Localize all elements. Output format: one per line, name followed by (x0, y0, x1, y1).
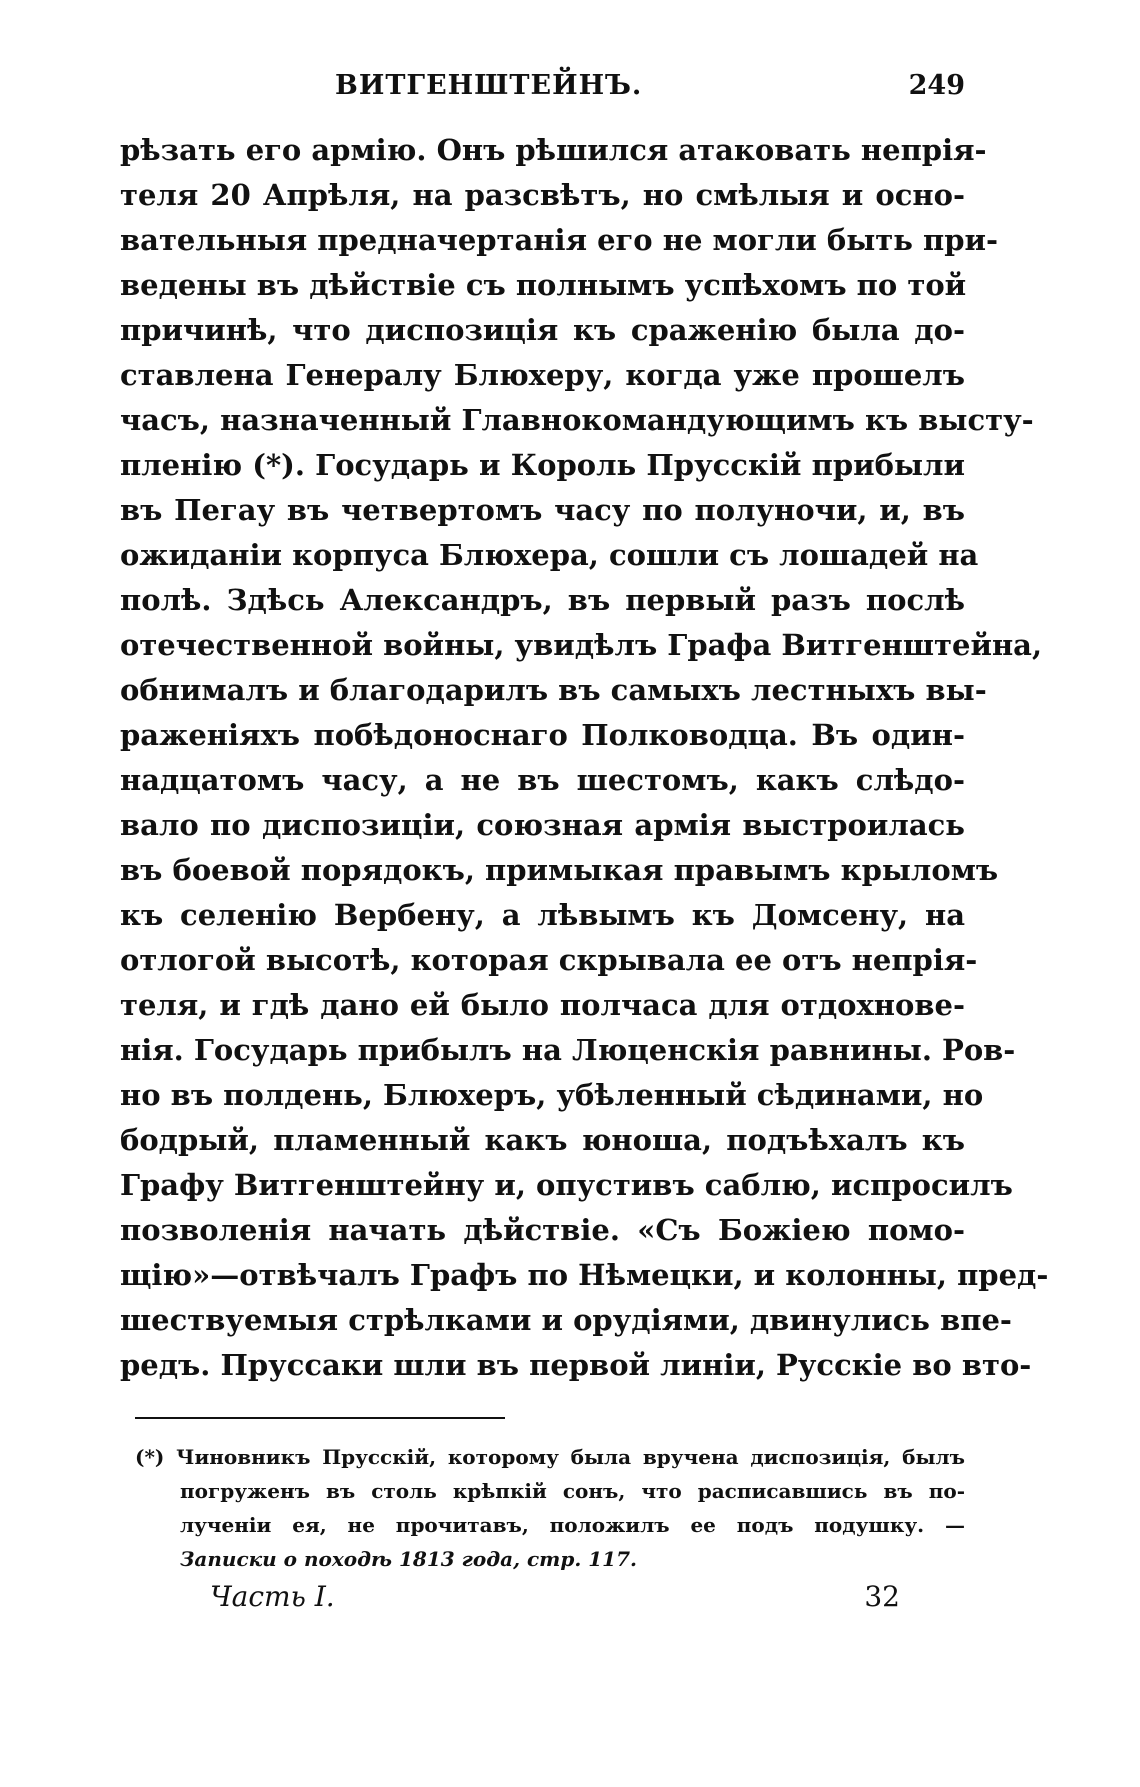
text-line: отечественной войны, увидѣлъ Графа Витгенштейна, (120, 628, 1043, 662)
text-line: но въ полдень, Блюхеръ, убѣленный сѣдинами, но (120, 1078, 984, 1112)
text-line: часъ, назначенный Главнокомандующимъ къ высту- (120, 403, 1034, 437)
text-line: въ Пегау въ четвертомъ часу по полуночи, и, въ (120, 493, 965, 527)
text-line: ожиданіи корпуса Блюхера, сошли съ лошадей на (120, 538, 979, 572)
text-line: ставлена Генералу Блюхеру, когда уже прошелъ (120, 358, 965, 392)
sheet-number: 32 (864, 1580, 900, 1613)
text-line: бодрый, пламенный какъ юноша, подъѣхалъ къ (120, 1123, 965, 1157)
text-line: вало по диспозиціи, союзная армія выстроилась (120, 808, 965, 842)
page-number: 249 (908, 70, 965, 101)
text-line: рѣзать его армію. Онъ рѣшился атаковать непрія- (120, 133, 987, 167)
text-line: ведены въ дѣйствіе съ полнымъ успѣхомъ по той (120, 268, 967, 302)
text-line: пленію (*). Государь и Король Прусскій прибыли (120, 448, 965, 482)
text-line: обнималъ и благодарилъ въ самыхъ лестныхъ вы- (120, 673, 987, 707)
footnote-line: лученіи ея, не прочитавъ, положилъ ее подъ подушку. — (180, 1513, 965, 1537)
text-line: теля, и гдѣ дано ей было полчаса для отдохнове- (120, 988, 965, 1022)
footnote (135, 1440, 965, 1576)
footnote-line: (*) Чиновникъ Прусскій, которому была вручена диспозиція, былъ (135, 1445, 965, 1469)
footnote-divider (135, 1417, 505, 1419)
text-line: отлогой высотѣ, которая скрывала ее отъ непрія- (120, 943, 978, 977)
text-line: редъ. Пруссаки шли въ первой линіи, Русскіе во вто- (120, 1348, 1032, 1382)
text-line: причинѣ, что диспозиція къ сраженію была до- (120, 313, 965, 347)
text-line: вательныя предначертанія его не могли быть при- (120, 223, 999, 257)
body-text (120, 128, 1049, 1388)
text-line: теля 20 Апрѣля, на разсвѣтъ, но смѣлыя и осно- (120, 178, 965, 212)
text-line: полѣ. Здѣсь Александръ, въ первый разъ послѣ (120, 583, 965, 617)
text-line: въ боевой порядокъ, примыкая правымъ крыломъ (120, 853, 999, 887)
text-line: нія. Государь прибылъ на Люценскія равнины. Ров- (120, 1033, 1016, 1067)
footnote-source: Записки о походѣ 1813 года, стр. 117. (180, 1547, 637, 1571)
text-line: раженіяхъ побѣдоноснаго Полководца. Въ один- (120, 718, 965, 752)
text-line: Графу Витгенштейну и, опустивъ саблю, испросилъ (120, 1168, 1013, 1202)
footnote-line: погруженъ въ столь крѣпкій сонъ, что расписавшись въ по- (180, 1479, 965, 1503)
text-line: къ селенію Вербену, а лѣвымъ къ Домсену, на (120, 898, 965, 932)
text-line: щію»—отвѣчалъ Графъ по Нѣмецки, и колонны, пред- (120, 1258, 1049, 1292)
running-head: ВИТГЕНШТЕЙНЪ. (335, 70, 643, 101)
text-line: надцатомъ часу, а не въ шестомъ, какъ слѣдо- (120, 763, 965, 797)
text-line: шествуемыя стрѣлками и орудіями, двинулись впе- (120, 1303, 1012, 1337)
page-footer (210, 1580, 900, 1620)
text-line: позволенія начать дѣйствіе. «Съ Божіею помо- (120, 1213, 965, 1247)
signature-mark: Часть I. (210, 1580, 335, 1613)
page-header (120, 70, 965, 110)
